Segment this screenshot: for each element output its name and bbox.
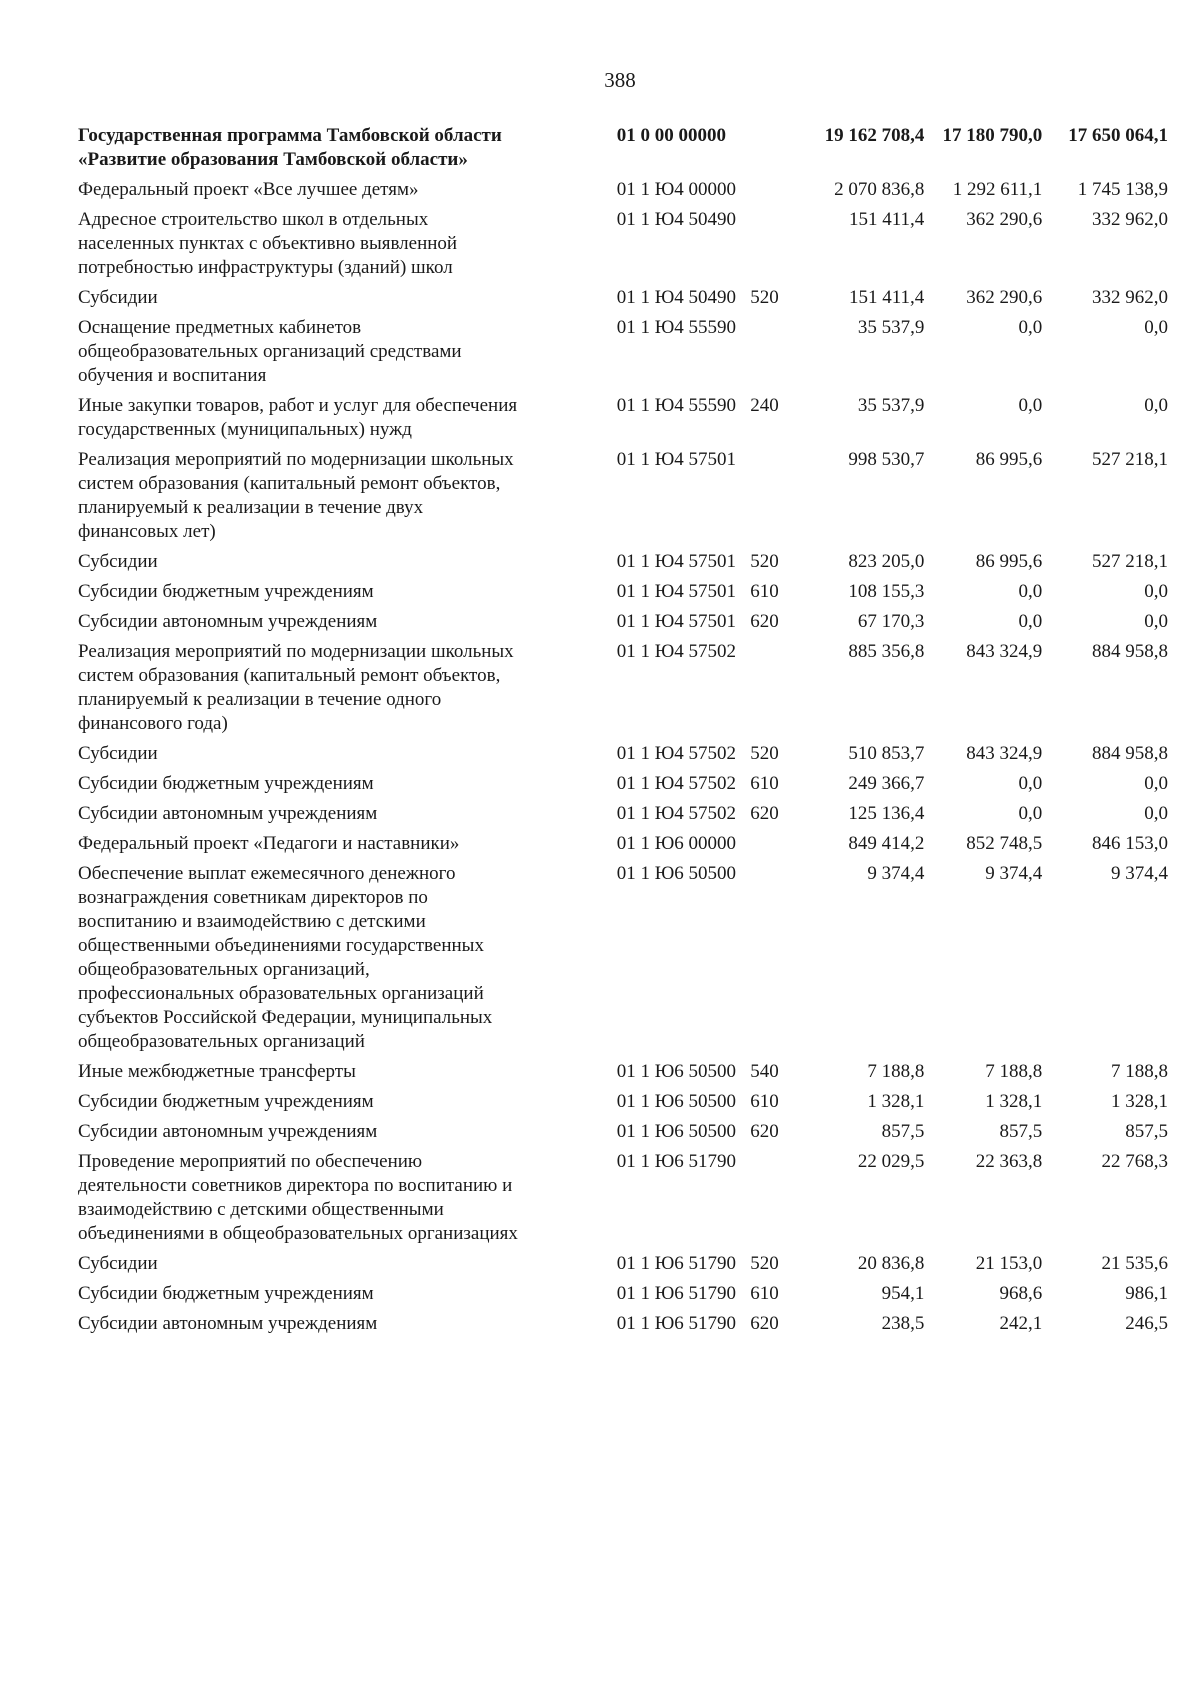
row-name: Субсидии бюджетным учреждениям xyxy=(78,773,374,794)
amount-year-3: 986,1 xyxy=(1125,1283,1169,1304)
amount-year-3: 246,5 xyxy=(1125,1313,1169,1334)
table-row xyxy=(78,178,1168,202)
amount-year-3: 0,0 xyxy=(1144,395,1169,416)
amount-year-3: 332 962,0 xyxy=(1092,209,1169,230)
target-article-code: 01 1 Ю6 00000 xyxy=(616,833,737,854)
amount-year-3: 7 188,8 xyxy=(1111,1061,1169,1082)
amount-year-2: 857,5 xyxy=(999,1121,1043,1142)
expense-type-code: 610 xyxy=(750,581,779,602)
table-row xyxy=(78,1282,1168,1306)
amount-year-2: 362 290,6 xyxy=(966,209,1043,230)
amount-year-1: 7 188,8 xyxy=(867,1061,925,1082)
amount-year-3: 0,0 xyxy=(1144,611,1169,632)
amount-year-1: 35 537,9 xyxy=(857,317,925,338)
amount-year-2: 17 180 790,0 xyxy=(942,125,1043,146)
amount-year-3: 17 650 064,1 xyxy=(1068,125,1169,146)
amount-year-1: 1 328,1 xyxy=(867,1091,925,1112)
target-article-code: 01 1 Ю6 50500 xyxy=(616,863,737,884)
row-name: Субсидии xyxy=(78,287,158,308)
amount-year-3: 9 374,4 xyxy=(1111,863,1169,884)
row-name: Субсидии xyxy=(78,551,158,572)
table-row xyxy=(78,832,1168,856)
row-name: Субсидии бюджетным учреждениям xyxy=(78,1283,374,1304)
amount-year-1: 22 029,5 xyxy=(857,1151,925,1172)
row-name: Государственная программа Тамбовской области «Развитие образования Тамбовской области» xyxy=(78,125,502,170)
expense-type-code: 610 xyxy=(750,1283,779,1304)
table-row xyxy=(78,208,1168,280)
row-name: Адресное строительство школ в отдельных населенных пунктах с объективно выявленной потребностью инфраструктуры (зданий) школ xyxy=(78,209,458,278)
expense-type-code: 610 xyxy=(750,773,779,794)
amount-year-1: 9 374,4 xyxy=(867,863,925,884)
table-row xyxy=(78,124,1168,172)
amount-year-1: 849 414,2 xyxy=(848,833,925,854)
row-name: Субсидии xyxy=(78,743,158,764)
target-article-code: 01 1 Ю6 50500 xyxy=(616,1061,737,1082)
amount-year-3: 884 958,8 xyxy=(1092,641,1169,662)
row-name: Проведение мероприятий по обеспечению деятельности советников директора по воспитанию и взаимодействию с детскими общественными объединениями в общеобразовательных организациях xyxy=(78,1151,518,1244)
amount-year-1: 823 205,0 xyxy=(848,551,925,572)
table-row xyxy=(78,550,1168,574)
amount-year-2: 0,0 xyxy=(1018,611,1043,632)
amount-year-1: 151 411,4 xyxy=(849,209,925,230)
amount-year-1: 238,5 xyxy=(881,1313,925,1334)
amount-year-2: 0,0 xyxy=(1018,395,1043,416)
amount-year-2: 21 153,0 xyxy=(975,1253,1043,1274)
expense-type-code: 520 xyxy=(750,287,779,308)
amount-year-2: 968,6 xyxy=(999,1283,1043,1304)
target-article-code: 01 1 Ю4 57501 xyxy=(616,611,737,632)
expense-type-code: 620 xyxy=(750,611,779,632)
expense-type-code: 520 xyxy=(750,743,779,764)
target-article-code: 01 1 Ю4 57502 xyxy=(616,773,737,794)
amount-year-3: 527 218,1 xyxy=(1092,551,1169,572)
target-article-code: 01 1 Ю6 51790 xyxy=(616,1253,737,1274)
amount-year-2: 843 324,9 xyxy=(966,743,1043,764)
target-article-code: 01 1 Ю4 00000 xyxy=(616,179,737,200)
row-name: Оснащение предметных кабинетов общеобразовательных организаций средствами обучения и воспитания xyxy=(78,317,462,386)
target-article-code: 01 1 Ю4 57502 xyxy=(616,743,737,764)
table-row xyxy=(78,862,1168,1054)
table-row xyxy=(78,394,1168,442)
amount-year-3: 846 153,0 xyxy=(1092,833,1169,854)
amount-year-2: 362 290,6 xyxy=(966,287,1043,308)
amount-year-1: 108 155,3 xyxy=(848,581,925,602)
table-row xyxy=(78,448,1168,544)
amount-year-2: 7 188,8 xyxy=(985,1061,1043,1082)
table-row xyxy=(78,1150,1168,1246)
expense-type-code: 520 xyxy=(750,1253,779,1274)
expense-type-code: 610 xyxy=(750,1091,779,1112)
row-name: Субсидии xyxy=(78,1253,158,1274)
amount-year-1: 20 836,8 xyxy=(857,1253,925,1274)
row-name: Субсидии автономным учреждениям xyxy=(78,803,378,824)
amount-year-3: 527 218,1 xyxy=(1092,449,1169,470)
expense-type-code: 240 xyxy=(750,395,779,416)
row-name: Иные закупки товаров, работ и услуг для обеспечения государственных (муниципальных) нужд xyxy=(78,395,518,440)
target-article-code: 01 1 Ю4 55590 xyxy=(616,317,737,338)
table-row xyxy=(78,286,1168,310)
row-name: Субсидии бюджетным учреждениям xyxy=(78,581,374,602)
table-row xyxy=(78,580,1168,604)
amount-year-2: 0,0 xyxy=(1018,317,1043,338)
page-number: 388 xyxy=(604,68,636,92)
amount-year-2: 86 995,6 xyxy=(975,449,1043,470)
amount-year-2: 0,0 xyxy=(1018,581,1043,602)
table-row xyxy=(78,1312,1168,1336)
amount-year-3: 884 958,8 xyxy=(1092,743,1169,764)
table-row xyxy=(78,742,1168,766)
amount-year-1: 998 530,7 xyxy=(848,449,925,470)
row-name: Реализация мероприятий по модернизации школьных систем образования (капитальный ремонт объектов, планируемый к реализации в течение двух финансовых лет) xyxy=(78,449,514,542)
amount-year-2: 242,1 xyxy=(999,1313,1043,1334)
target-article-code: 01 1 Ю6 51790 xyxy=(616,1151,737,1172)
target-article-code: 01 1 Ю6 51790 xyxy=(616,1283,737,1304)
expense-type-code: 540 xyxy=(750,1061,779,1082)
table-row xyxy=(78,610,1168,634)
amount-year-1: 125 136,4 xyxy=(848,803,925,824)
amount-year-3: 857,5 xyxy=(1125,1121,1169,1142)
expense-type-code: 620 xyxy=(750,1121,779,1142)
expense-type-code: 520 xyxy=(750,551,779,572)
table-row xyxy=(78,772,1168,796)
target-article-code: 01 1 Ю4 55590 xyxy=(616,395,737,416)
amount-year-1: 151 411,4 xyxy=(849,287,925,308)
amount-year-2: 852 748,5 xyxy=(966,833,1043,854)
amount-year-2: 9 374,4 xyxy=(985,863,1043,884)
target-article-code: 01 0 00 00000 xyxy=(616,125,727,146)
row-name: Реализация мероприятий по модернизации школьных систем образования (капитальный ремонт объектов, планируемый к реализации в течение одного финансового года) xyxy=(78,641,514,734)
amount-year-1: 67 170,3 xyxy=(857,611,925,632)
amount-year-3: 0,0 xyxy=(1144,317,1169,338)
amount-year-1: 249 366,7 xyxy=(848,773,925,794)
amount-year-2: 843 324,9 xyxy=(966,641,1043,662)
row-name: Иные межбюджетные трансферты xyxy=(78,1061,356,1082)
target-article-code: 01 1 Ю6 51790 xyxy=(616,1313,737,1334)
row-name: Обеспечение выплат ежемесячного денежного вознаграждения советникам директоров по воспитанию и взаимодействию с детскими общественными объединениями государственных общеобразовательных организаций, профессиональных образовательных организаций субъектов Российской Федерации, муниципальных общеобразовательных организаций xyxy=(78,863,493,1052)
row-name: Федеральный проект «Все лучшее детям» xyxy=(78,179,419,200)
table-row xyxy=(78,1060,1168,1084)
target-article-code: 01 1 Ю4 57502 xyxy=(616,803,737,824)
amount-year-1: 885 356,8 xyxy=(848,641,925,662)
target-article-code: 01 1 Ю6 50500 xyxy=(616,1121,737,1142)
amount-year-1: 2 070 836,8 xyxy=(834,179,925,200)
amount-year-2: 0,0 xyxy=(1018,803,1043,824)
target-article-code: 01 1 Ю6 50500 xyxy=(616,1091,737,1112)
row-name: Субсидии автономным учреждениям xyxy=(78,1313,378,1334)
row-name: Субсидии автономным учреждениям xyxy=(78,611,378,632)
amount-year-1: 954,1 xyxy=(881,1283,925,1304)
amount-year-2: 1 328,1 xyxy=(985,1091,1043,1112)
amount-year-3: 1 745 138,9 xyxy=(1077,179,1169,200)
amount-year-1: 35 537,9 xyxy=(857,395,925,416)
target-article-code: 01 1 Ю4 57501 xyxy=(616,551,737,572)
expense-type-code: 620 xyxy=(750,803,779,824)
expense-type-code: 620 xyxy=(750,1313,779,1334)
table-row xyxy=(78,802,1168,826)
target-article-code: 01 1 Ю4 50490 xyxy=(616,287,737,308)
amount-year-2: 22 363,8 xyxy=(975,1151,1043,1172)
amount-year-3: 0,0 xyxy=(1144,581,1169,602)
row-name: Федеральный проект «Педагоги и наставники» xyxy=(78,833,460,854)
table-row xyxy=(78,1252,1168,1276)
amount-year-3: 21 535,6 xyxy=(1101,1253,1169,1274)
amount-year-3: 22 768,3 xyxy=(1101,1151,1169,1172)
target-article-code: 01 1 Ю4 57502 xyxy=(616,641,737,662)
target-article-code: 01 1 Ю4 50490 xyxy=(616,209,737,230)
amount-year-3: 0,0 xyxy=(1144,803,1169,824)
row-name: Субсидии бюджетным учреждениям xyxy=(78,1091,374,1112)
budget-table xyxy=(78,124,1168,1342)
table-row xyxy=(78,1120,1168,1144)
amount-year-1: 510 853,7 xyxy=(848,743,925,764)
amount-year-3: 332 962,0 xyxy=(1092,287,1169,308)
target-article-code: 01 1 Ю4 57501 xyxy=(616,449,737,470)
table-row xyxy=(78,640,1168,736)
amount-year-1: 19 162 708,4 xyxy=(824,125,925,146)
amount-year-2: 0,0 xyxy=(1018,773,1043,794)
amount-year-2: 86 995,6 xyxy=(975,551,1043,572)
row-name: Субсидии автономным учреждениям xyxy=(78,1121,378,1142)
amount-year-3: 1 328,1 xyxy=(1111,1091,1169,1112)
amount-year-3: 0,0 xyxy=(1144,773,1169,794)
table-row xyxy=(78,316,1168,388)
table-row xyxy=(78,1090,1168,1114)
amount-year-1: 857,5 xyxy=(881,1121,925,1142)
target-article-code: 01 1 Ю4 57501 xyxy=(616,581,737,602)
amount-year-2: 1 292 611,1 xyxy=(952,179,1043,200)
